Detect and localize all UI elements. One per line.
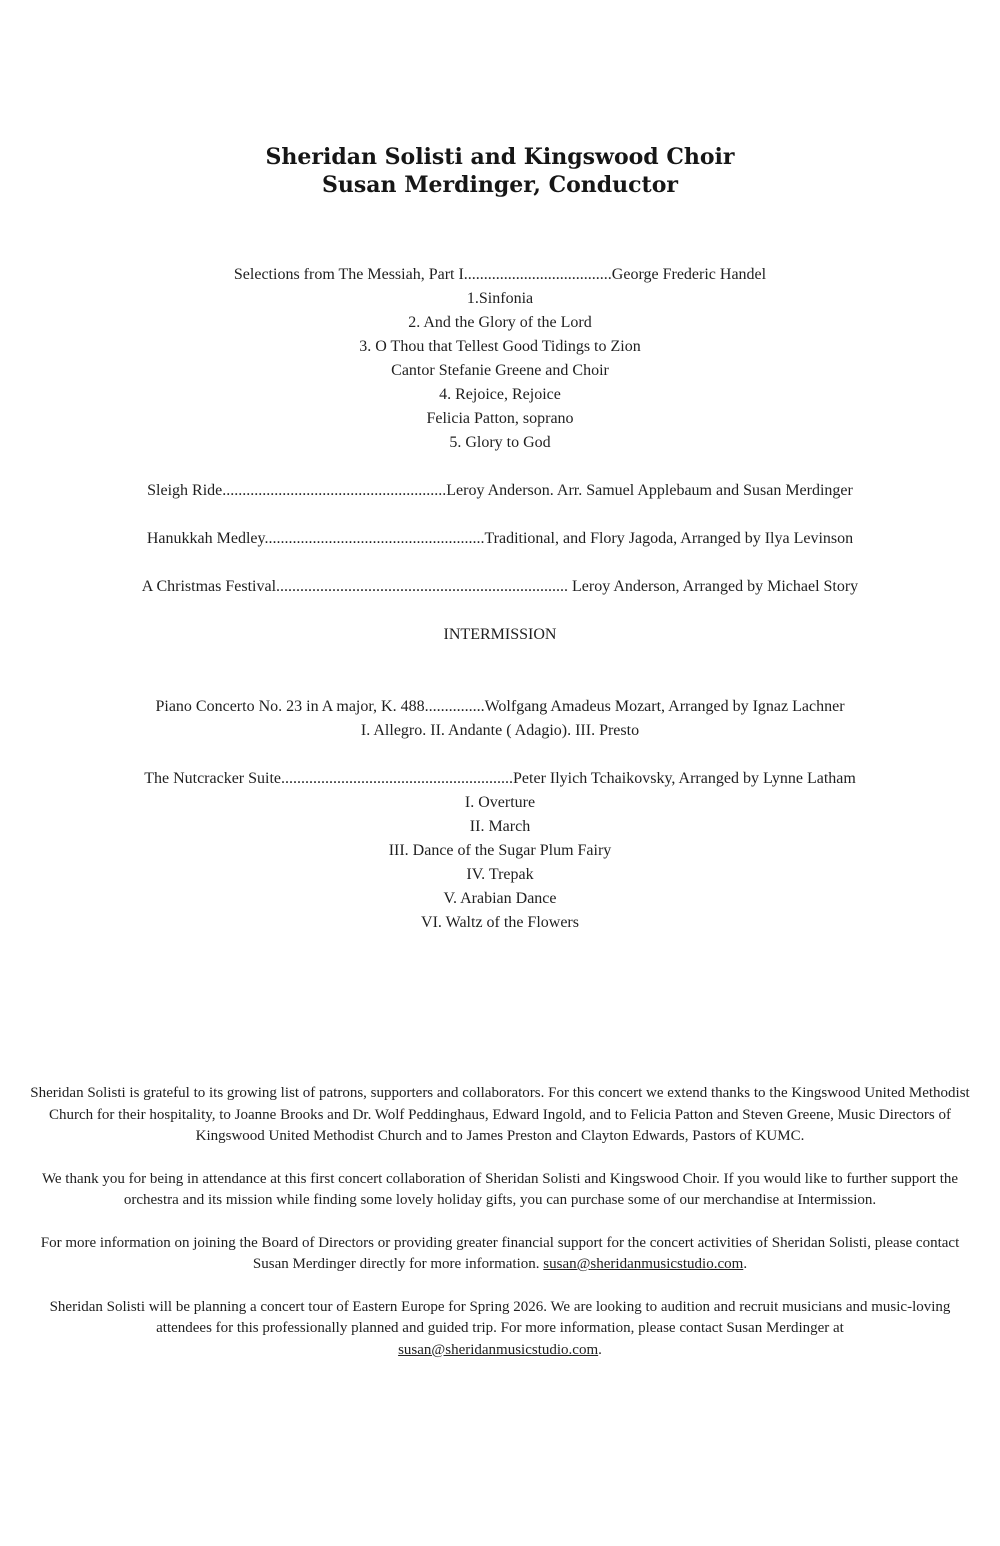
program-notes bbox=[22, 1083, 978, 1361]
program-line-concerto-movements: I. Allegro. II. Andante ( Adagio). III. Presto bbox=[360, 722, 640, 739]
tour-note bbox=[22, 1297, 978, 1362]
program-line-trepak: IV. Trepak bbox=[466, 866, 534, 883]
intermission-label: INTERMISSION bbox=[443, 626, 557, 643]
board-contact-note bbox=[22, 1233, 978, 1276]
email-link-tour[interactable]: susan@sheridanmusicstudio.com bbox=[398, 1341, 599, 1358]
program-line-o-thou-that-tellest: 3. O Thou that Tellest Good Tidings to Zion bbox=[359, 338, 641, 355]
program-section-intermission bbox=[22, 623, 978, 647]
program-section-sleigh-ride bbox=[22, 479, 978, 503]
page-subtitle: Susan Merdinger, Conductor bbox=[322, 172, 678, 198]
program-line-sleigh-ride: Sleigh Ride........................................................Leroy Anderson. Arr. Samuel Applebaum and Susan Merdinger bbox=[147, 482, 853, 499]
program-line-sinfonia: 1.Sinfonia bbox=[466, 290, 534, 307]
board-contact-period: . bbox=[743, 1256, 748, 1272]
acknowledgements-note: Sheridan Solisti is grateful to its growing list of patrons, supporters and collaborators. For this concert we extend thanks to the Kingswood United Methodist Church for their hospitality, to Joanne Brooks and Dr. Wolf Peddinghaus, Edward Ingold, and to Felicia Patton and Steven Greene, Music Directors of Kingswood United Methodist Church and to James Preston and Clayton Edwards, Pastors of KUMC. bbox=[30, 1085, 970, 1144]
program-line-nutcracker-title: The Nutcracker Suite..........................................................Peter Ilyich Tchaikovsky, Arranged by Lynne Latham bbox=[144, 770, 856, 787]
program-section-messiah bbox=[22, 263, 978, 455]
program-line-cantor-credit: Cantor Stefanie Greene and Choir bbox=[391, 362, 609, 379]
program-line-arabian-dance: V. Arabian Dance bbox=[443, 890, 557, 907]
program-line-soprano-credit: Felicia Patton, soprano bbox=[426, 410, 574, 427]
tour-period: . bbox=[598, 1341, 602, 1358]
program-line-glory-to-god: 5. Glory to God bbox=[449, 434, 551, 451]
page-title: Sheridan Solisti and Kingswood Choir bbox=[265, 144, 735, 170]
program-title-block bbox=[22, 143, 978, 199]
program-line-messiah-title: Selections from The Messiah, Part I.....................................George Frederic Handel bbox=[233, 266, 767, 283]
program-line-march: II. March bbox=[469, 818, 531, 835]
email-link-board-contact[interactable]: susan@sheridanmusicstudio.com bbox=[543, 1256, 744, 1272]
program-line-rejoice: 4. Rejoice, Rejoice bbox=[439, 386, 561, 403]
program-section-hanukkah-medley bbox=[22, 527, 978, 551]
program-line-waltz-of-the-flowers: VI. Waltz of the Flowers bbox=[421, 914, 579, 931]
tour-email-line bbox=[22, 1340, 978, 1362]
program-line-overture: I. Overture bbox=[464, 794, 536, 811]
program-line-hanukkah-medley: Hanukkah Medley.......................................................Traditional, and Flory Jagoda, Arranged by Ilya Levinson bbox=[146, 530, 854, 547]
program-section-piano-concerto bbox=[22, 695, 978, 743]
program-section-nutcracker bbox=[22, 767, 978, 935]
program-line-christmas-festival: A Christmas Festival......................................................................... Leroy Anderson, Arranged by Michael Story bbox=[141, 578, 859, 595]
program-line-glory-of-the-lord: 2. And the Glory of the Lord bbox=[408, 314, 592, 331]
program-line-piano-concerto: Piano Concerto No. 23 in A major, K. 488...............Wolfgang Amadeus Mozart, Arranged by Ignaz Lachner bbox=[155, 698, 845, 715]
board-contact-text: For more information on joining the Board of Directors or providing greater financial support for the concert activities of Sheridan Solisti, please contact Susan Merdinger directly for more information. bbox=[40, 1234, 960, 1272]
merchandise-note: We thank you for being in attendance at this first concert collaboration of Sheridan Solisti and Kingswood Choir. If you would like to further support the orchestra and its mission while finding some lovely holiday gifts, you can purchase some of our merchandise at Intermission. bbox=[41, 1170, 959, 1208]
program-section-christmas-festival bbox=[22, 575, 978, 599]
program-line-sugar-plum-fairy: III. Dance of the Sugar Plum Fairy bbox=[388, 842, 612, 859]
program-listing bbox=[22, 263, 978, 935]
tour-text: Sheridan Solisti will be planning a concert tour of Eastern Europe for Spring 2026. We are looking to audition and recruit musicians and music-loving attendees for this professionally planned and guided trip. For more information, please contact Susan Merdinger at bbox=[49, 1298, 951, 1336]
